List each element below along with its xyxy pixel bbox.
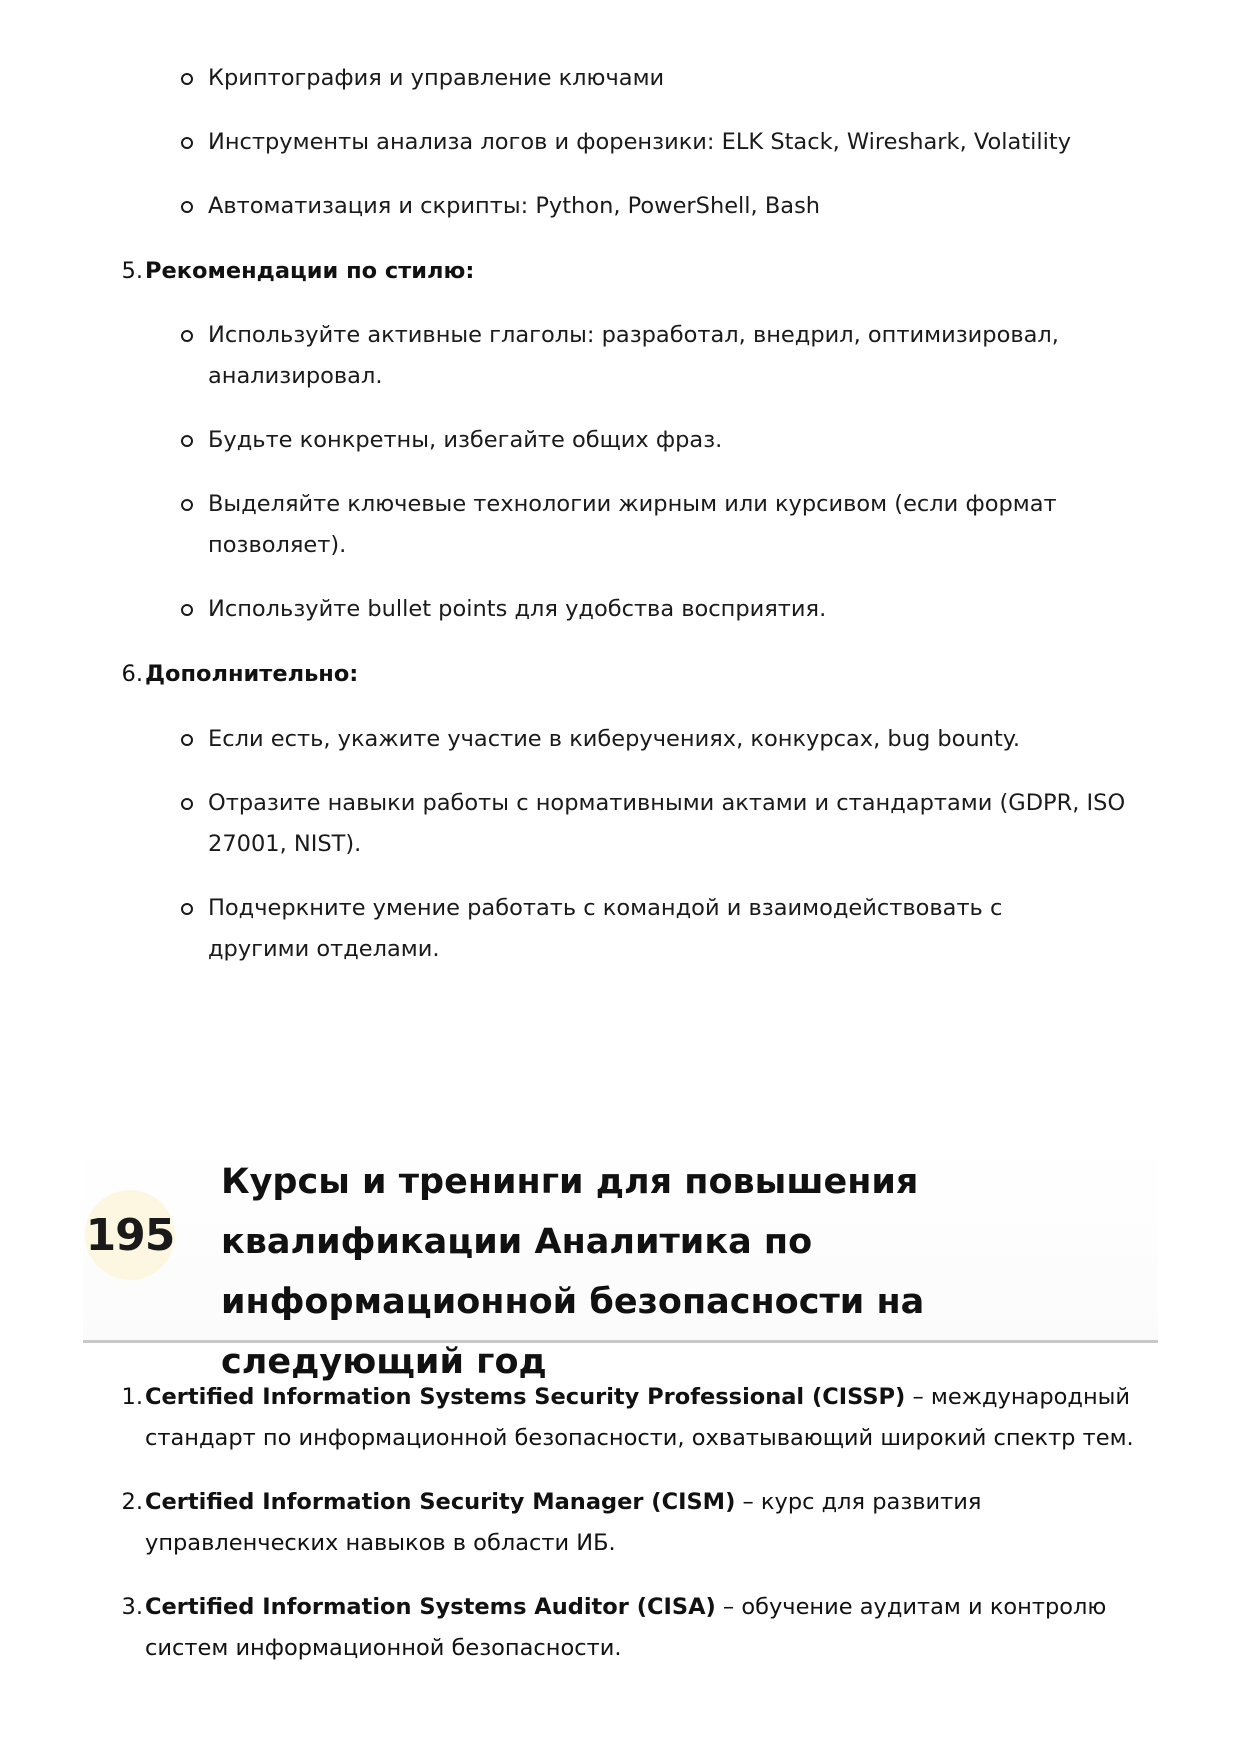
list-number: 5. xyxy=(121,258,143,284)
numbered-item-title: Дополнительно: xyxy=(145,661,359,687)
list-item xyxy=(208,186,1108,227)
list-item xyxy=(208,888,1108,970)
circle-bullet-icon xyxy=(181,330,193,342)
circle-bullet-icon xyxy=(181,201,193,213)
list-item-text: Криптография и управление ключами xyxy=(208,65,665,91)
course-description: – международный стандарт по информационной безопасности, охватывающий широкий спектр тем. xyxy=(145,1384,1134,1451)
course-description: – обучение аудитам и контролю систем информационной безопасности. xyxy=(145,1594,1107,1661)
list-item xyxy=(208,783,1128,865)
course-name: Certified Information Systems Security Professional (CISSP) xyxy=(145,1384,906,1410)
list-item xyxy=(208,719,1108,760)
list-item-text: Подчеркните умение работать с командой и взаимодействовать с другими отделами. xyxy=(208,895,1003,962)
circle-bullet-icon xyxy=(181,435,193,447)
section-number-badge: 195 xyxy=(85,1190,175,1280)
list-item-text: Отразите навыки работы с нормативными актами и стандартами (GDPR, ISO 27001, NIST). xyxy=(208,790,1126,857)
list-item xyxy=(208,315,1068,397)
course-name: Certified Information Security Manager (CISM) xyxy=(145,1489,736,1515)
numbered-item-style xyxy=(121,251,1145,292)
circle-bullet-icon xyxy=(181,604,193,616)
list-number: 2. xyxy=(121,1489,143,1515)
list-item-text: Если есть, укажите участие в киберучениях, конкурсах, bug bounty. xyxy=(208,726,1021,752)
course-item xyxy=(121,1377,1145,1459)
circle-bullet-icon xyxy=(181,499,193,511)
list-item xyxy=(208,589,1108,630)
list-item-text: Используйте bullet points для удобства восприятия. xyxy=(208,596,827,622)
numbered-item-title: Рекомендации по стилю: xyxy=(145,258,475,284)
list-number: 1. xyxy=(121,1384,143,1410)
circle-bullet-icon xyxy=(181,137,193,149)
list-item-text: Выделяйте ключевые технологии жирным или курсивом (если формат позволяет). xyxy=(208,491,1057,558)
circle-bullet-icon xyxy=(181,903,193,915)
list-item xyxy=(208,420,1108,461)
course-name: Certified Information Systems Auditor (CISA) xyxy=(145,1594,716,1620)
list-number: 3. xyxy=(121,1594,143,1620)
course-item xyxy=(121,1482,1145,1564)
section-header xyxy=(83,1142,1158,1382)
course-description: – курс для развития управленческих навыков в области ИБ. xyxy=(145,1489,982,1556)
section-title: Курсы и тренинги для повышения квалификации Аналитика по информационной безопасности на следующий год xyxy=(221,1162,925,1382)
list-item xyxy=(208,58,1108,99)
list-number: 6. xyxy=(121,661,143,687)
list-item-text: Используйте активные глаголы: разработал, внедрил, оптимизировал, анализировал. xyxy=(208,322,1059,389)
course-item xyxy=(121,1587,1145,1669)
circle-bullet-icon xyxy=(181,73,193,85)
list-item-text: Будьте конкретны, избегайте общих фраз. xyxy=(208,427,723,453)
list-item-text: Инструменты анализа логов и форензики: ELK Stack, Wireshark, Volatility xyxy=(208,129,1072,155)
circle-bullet-icon xyxy=(181,798,193,810)
circle-bullet-icon xyxy=(181,734,193,746)
list-item xyxy=(208,484,1068,566)
list-item-text: Автоматизация и скрипты: Python, PowerShell, Bash xyxy=(208,193,821,219)
numbered-item-additional xyxy=(121,654,1145,695)
list-item xyxy=(208,122,1108,163)
